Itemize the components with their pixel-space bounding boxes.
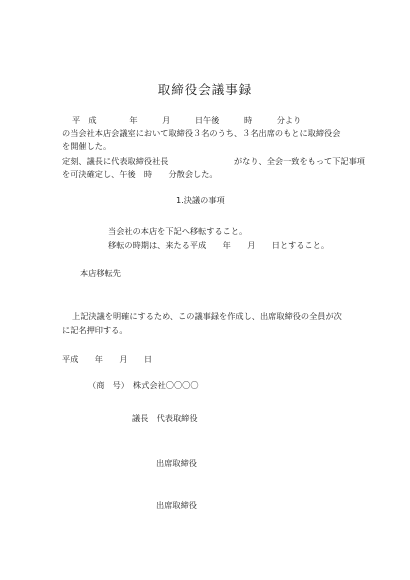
resolution-item-2: 移転の時期は、来たる平成 年 月 日とすること。	[108, 240, 330, 250]
intro-line-1: 平 成 年 月 日午後 時 分より	[72, 115, 302, 125]
company-line: （商 号） 株式会社〇〇〇〇	[88, 380, 199, 390]
relocation-label: 本店移転先	[80, 268, 121, 278]
quorum-line-1: 定刻、議長に代表取締役社長 がなり、全会一致をもって下記事項	[62, 156, 365, 166]
signature-director-2: 出席取締役	[156, 500, 197, 510]
date-line: 平成 年 月 日	[62, 354, 153, 364]
document-title: 取締役会議事録	[157, 82, 253, 97]
closing-line-2: に記名押印する。	[62, 325, 128, 335]
resolution-item-1: 当会社の本店を下記へ移転すること。	[108, 226, 248, 236]
intro-line-3: を開催した。	[62, 141, 112, 151]
closing-line-1: 上記決議を明確にするため、この議事録を作成し、出席取締役の全員が次	[72, 311, 342, 321]
intro-line-2: の当会社本店会議室において取締役３名のうち、３名出席のもとに取締役会	[62, 128, 341, 138]
resolution-heading: 1.決議の事項	[176, 195, 225, 205]
signature-chair: 議長 代表取締役	[132, 413, 198, 423]
quorum-line-2: を可決確定し、午後 時 分散会した。	[62, 169, 218, 179]
signature-director-1: 出席取締役	[156, 458, 197, 468]
